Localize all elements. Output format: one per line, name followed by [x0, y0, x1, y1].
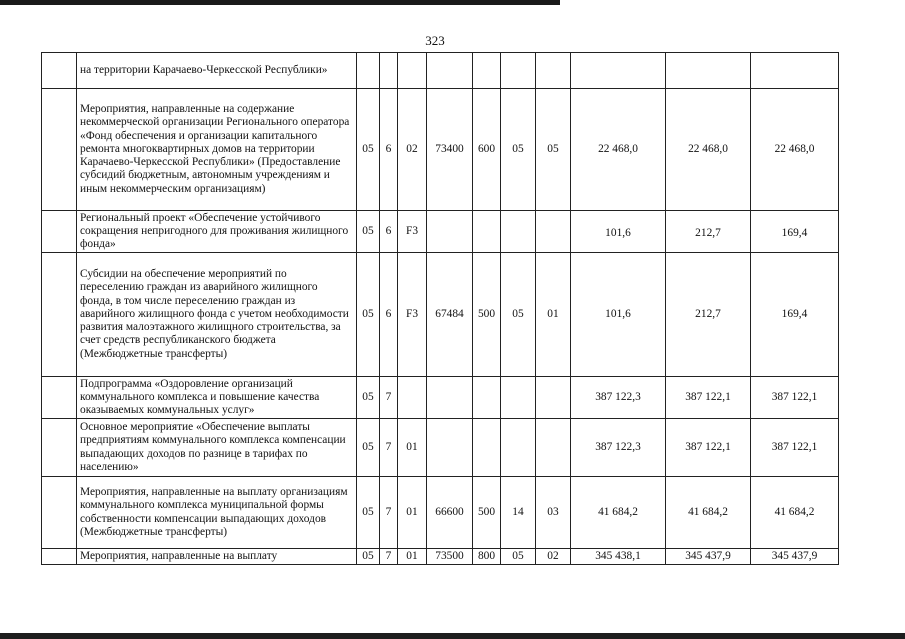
- row-name: Мероприятия, направленные на выплату: [77, 549, 357, 565]
- cell-expense-type: [473, 53, 501, 89]
- cell-amount-year1: 345 438,1: [571, 549, 666, 565]
- table-row: [42, 89, 839, 211]
- cell-ministry: 05: [357, 377, 380, 419]
- cell-subsection: 01: [536, 253, 571, 377]
- cell-direction: 66600: [427, 477, 473, 549]
- cell-direction: [427, 211, 473, 253]
- row-index-cell: [42, 89, 77, 211]
- cell-program: [380, 53, 398, 89]
- table-row: [42, 253, 839, 377]
- budget-table: [41, 52, 839, 565]
- cell-amount-year2: 345 437,9: [666, 549, 751, 565]
- cell-amount-year2: 387 122,1: [666, 377, 751, 419]
- table-row: [42, 211, 839, 253]
- cell-amount-year2: 41 684,2: [666, 477, 751, 549]
- table-row: [42, 53, 839, 89]
- cell-ministry: 05: [357, 419, 380, 477]
- cell-program: 7: [380, 377, 398, 419]
- cell-section: 05: [501, 89, 536, 211]
- cell-expense-type: 600: [473, 89, 501, 211]
- cell-direction: 73400: [427, 89, 473, 211]
- cell-amount-year1: 387 122,3: [571, 419, 666, 477]
- cell-amount-year1: 101,6: [571, 253, 666, 377]
- cell-amount-year1: 101,6: [571, 211, 666, 253]
- cell-amount-year3: 41 684,2: [751, 477, 839, 549]
- cell-program: 7: [380, 419, 398, 477]
- cell-amount-year1: 22 468,0: [571, 89, 666, 211]
- cell-program: 7: [380, 549, 398, 565]
- cell-amount-year3: [751, 53, 839, 89]
- cell-amount-year1: 41 684,2: [571, 477, 666, 549]
- cell-amount-year2: 212,7: [666, 253, 751, 377]
- row-index-cell: [42, 211, 77, 253]
- cell-amount-year2: 387 122,1: [666, 419, 751, 477]
- cell-amount-year3: 22 468,0: [751, 89, 839, 211]
- cell-subprogram: 02: [398, 89, 427, 211]
- cell-subsection: 02: [536, 549, 571, 565]
- row-index-cell: [42, 253, 77, 377]
- cell-ministry: 05: [357, 89, 380, 211]
- cell-ministry: [357, 53, 380, 89]
- cell-direction: [427, 53, 473, 89]
- cell-amount-year2: [666, 53, 751, 89]
- row-name: Субсидии на обеспечение мероприятий по переселению граждан из аварийного жилищного фонда, в том числе переселению граждан из аварийного жилищного фонда с учетом необходимости развития малоэтажного жилищного строительства, за счет средств республиканского бюджета (Межбюджетные трансферты): [77, 253, 357, 377]
- cell-expense-type: 500: [473, 477, 501, 549]
- row-name: Мероприятия, направленные на выплату организациям коммунального комплекса муниципальной формы собственности компенсации выпадающих доходов (Межбюджетные трансферты): [77, 477, 357, 549]
- cell-subprogram: F3: [398, 253, 427, 377]
- cell-program: 7: [380, 477, 398, 549]
- cell-amount-year1: [571, 53, 666, 89]
- cell-direction: 67484: [427, 253, 473, 377]
- cell-subprogram: [398, 53, 427, 89]
- cell-subsection: [536, 419, 571, 477]
- cell-amount-year3: 387 122,1: [751, 419, 839, 477]
- cell-subprogram: 01: [398, 549, 427, 565]
- row-name: Подпрограмма «Оздоровление организаций коммунального комплекса и повышение качества оказываемых коммунальных услуг»: [77, 377, 357, 419]
- cell-expense-type: 500: [473, 253, 501, 377]
- cell-amount-year3: 345 437,9: [751, 549, 839, 565]
- cell-subprogram: [398, 377, 427, 419]
- cell-direction: 73500: [427, 549, 473, 565]
- cell-section: [501, 211, 536, 253]
- cell-expense-type: [473, 377, 501, 419]
- cell-program: 6: [380, 211, 398, 253]
- cell-ministry: 05: [357, 549, 380, 565]
- cell-section: [501, 377, 536, 419]
- cell-subprogram: 01: [398, 477, 427, 549]
- row-index-cell: [42, 549, 77, 565]
- cell-ministry: 05: [357, 253, 380, 377]
- cell-direction: [427, 419, 473, 477]
- cell-section: 05: [501, 549, 536, 565]
- cell-program: 6: [380, 253, 398, 377]
- cell-ministry: 05: [357, 477, 380, 549]
- cell-section: [501, 419, 536, 477]
- row-index-cell: [42, 377, 77, 419]
- cell-amount-year3: 387 122,1: [751, 377, 839, 419]
- page-number: 323: [425, 33, 445, 48]
- row-name: Мероприятия, направленные на содержание некоммерческой организации Регионального оператора «Фонд обеспечения и организации капитального ремонта многоквартирных домов на территории Карачаево-Черкесской Республики» (Предоставление субсидий бюджетным, автономным учреждениям и иным некоммерческим организациям): [77, 89, 357, 211]
- cell-subprogram: 01: [398, 419, 427, 477]
- cell-section: [501, 53, 536, 89]
- row-name: на территории Карачаево-Черкесской Республики»: [77, 53, 357, 89]
- cell-direction: [427, 377, 473, 419]
- cell-expense-type: [473, 419, 501, 477]
- cell-section: 05: [501, 253, 536, 377]
- cell-amount-year3: 169,4: [751, 253, 839, 377]
- cell-amount-year2: 212,7: [666, 211, 751, 253]
- cell-amount-year1: 387 122,3: [571, 377, 666, 419]
- cell-section: 14: [501, 477, 536, 549]
- cell-amount-year3: 169,4: [751, 211, 839, 253]
- cell-subprogram: F3: [398, 211, 427, 253]
- scan-edge-top: [0, 0, 560, 5]
- scan-edge-bottom: [0, 633, 905, 639]
- row-name: Основное мероприятие «Обеспечение выплаты предприятиям коммунального комплекса компенсации выпадающих доходов по разнице в тарифах по населению»: [77, 419, 357, 477]
- cell-amount-year2: 22 468,0: [666, 89, 751, 211]
- row-index-cell: [42, 53, 77, 89]
- cell-subsection: 03: [536, 477, 571, 549]
- cell-subsection: 05: [536, 89, 571, 211]
- row-name: Региональный проект «Обеспечение устойчивого сокращения непригодного для проживания жилищного фонда»: [77, 211, 357, 253]
- cell-subsection: [536, 53, 571, 89]
- cell-subsection: [536, 211, 571, 253]
- cell-expense-type: 800: [473, 549, 501, 565]
- row-index-cell: [42, 477, 77, 549]
- cell-program: 6: [380, 89, 398, 211]
- cell-ministry: 05: [357, 211, 380, 253]
- table-row: [42, 377, 839, 419]
- cell-expense-type: [473, 211, 501, 253]
- row-index-cell: [42, 419, 77, 477]
- table-row: [42, 477, 839, 549]
- cell-subsection: [536, 377, 571, 419]
- table-row: [42, 549, 839, 565]
- table-row: [42, 419, 839, 477]
